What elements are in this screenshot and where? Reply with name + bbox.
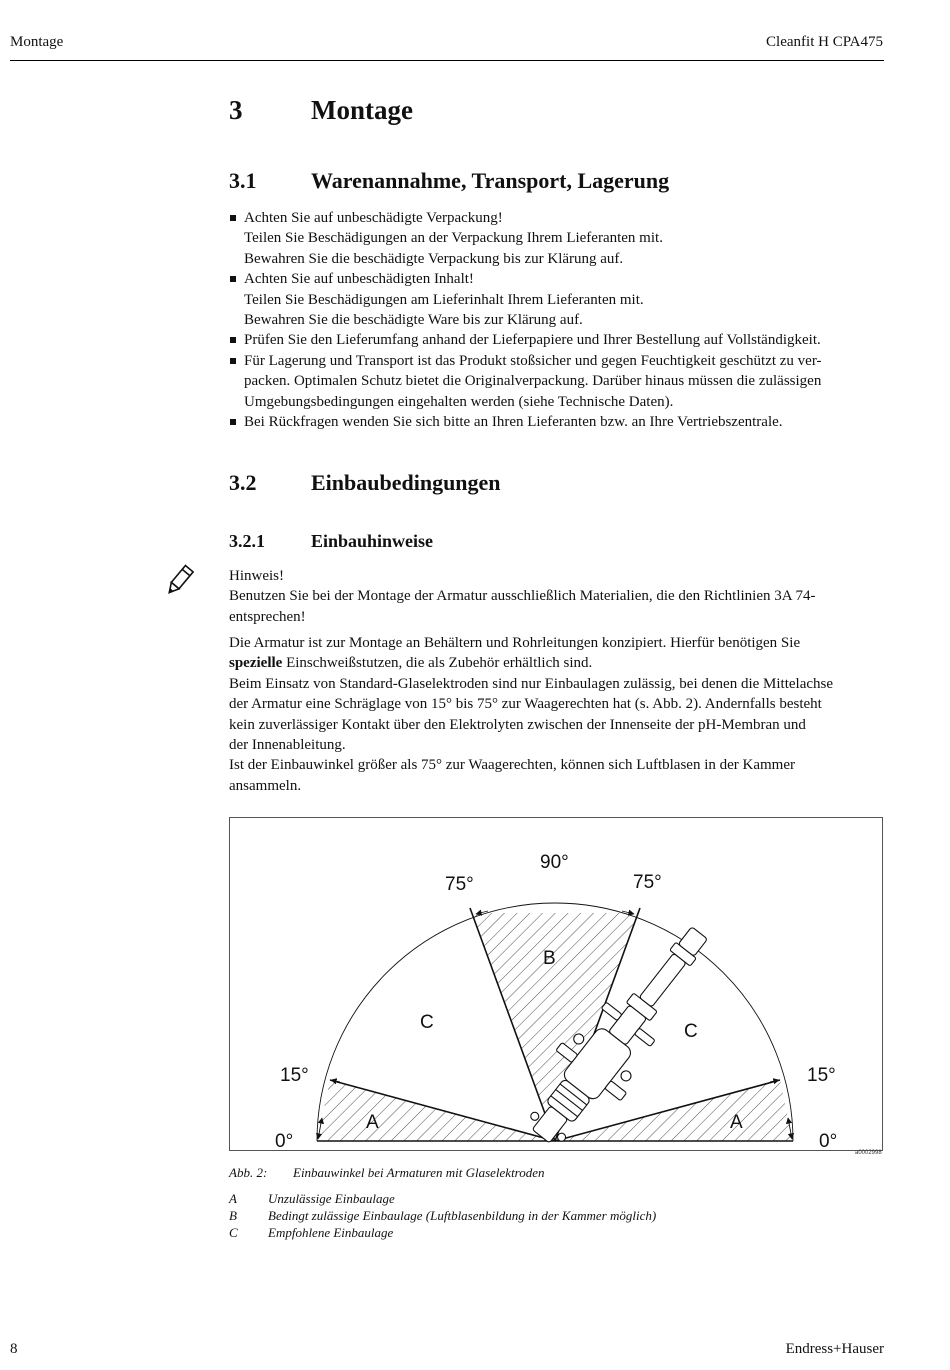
body-paragraph: Die Armatur ist zur Montage an Behältern und Rohrleitungen konzipiert. Hierfür benötigen Sie spezielle Einschweißstutzen, die als Zubehör erhältlich sind. Beim Einsatz von Standard-Glaselektroden sind nur Einbaulagen zulässig, bei denen die Mittelachse der Armatur eine Schräglage von 15° bis 75° zur Waagerechten hat (s. Abb. 2). Andernfalls besteht kein zuverlässiger Kontakt über den Elektrolyten zwischen der Innenseite der pH-Membran und der Innenableitung. Ist der Einbauwinkel größer als 75° zur Waagerechten, können sich Luftblasen in der Kammer ansammeln. xyxy=(229,635,833,794)
label-15-right: 15° xyxy=(807,1065,836,1086)
chapter-number: 3 xyxy=(229,95,243,125)
section-heading-3-1 xyxy=(229,168,669,194)
label-90: 90° xyxy=(540,852,569,873)
note-line: Benutzen Sie bei der Montage der Armatur ausschließlich Materialien, die den Richtlinien 3A 74- xyxy=(229,588,816,605)
bullet-item: Achten Sie auf unbeschädigte Verpackung! Teilen Sie Beschädigungen an der Verpackung Ihrem Lieferanten mit. Bewahren Sie die beschädigte Verpackung bis zur Klärung auf. xyxy=(229,208,889,269)
installation-angle-diagram xyxy=(230,818,882,1150)
section-title: Einbaubedingungen xyxy=(311,470,501,495)
subsection-number: 3.2.1 xyxy=(229,531,265,551)
chapter-title: Montage xyxy=(311,95,413,125)
label-15-left: 15° xyxy=(280,1065,309,1086)
page-number: 8 xyxy=(10,1341,18,1357)
note-block xyxy=(229,566,889,627)
subsection-title: Einbauhinweise xyxy=(311,531,434,551)
legend-key: C xyxy=(229,1225,238,1240)
bullet-icon xyxy=(230,276,236,282)
pencil-note-icon xyxy=(162,564,196,598)
running-header-left: Montage xyxy=(10,34,64,50)
legend-text: Empfohlene Einbaulage xyxy=(268,1225,394,1240)
figure-frame xyxy=(229,817,883,1151)
bullet-icon xyxy=(230,419,236,425)
label-75-left: 75° xyxy=(445,874,474,895)
note-line: entsprechen! xyxy=(229,608,306,625)
zone-label-b: B xyxy=(543,948,556,969)
figure-caption-text: Einbauwinkel bei Armaturen mit Glaselektroden xyxy=(293,1165,545,1180)
legend-text: Unzulässige Einbaulage xyxy=(268,1191,395,1206)
section-number: 3.2 xyxy=(229,470,257,495)
label-0-right: 0° xyxy=(819,1131,838,1150)
emphasis: spezielle xyxy=(229,655,283,672)
header-rule xyxy=(10,60,884,61)
legend-key: B xyxy=(229,1208,237,1223)
bullet-item: Prüfen Sie den Lieferumfang anhand der Lieferpapiere und Ihrer Bestellung auf Vollständigkeit. xyxy=(229,330,889,350)
legend-text: Bedingt zulässige Einbaulage (Luftblasenbildung in der Kammer möglich) xyxy=(268,1208,657,1223)
running-header-right: Cleanfit H CPA475 xyxy=(766,34,883,50)
footer-brand: Endress+Hauser xyxy=(785,1341,884,1357)
figure-caption-number: Abb. 2: xyxy=(229,1165,268,1180)
legend-key: A xyxy=(229,1191,237,1206)
bullet-icon xyxy=(230,215,236,221)
bullet-list xyxy=(229,208,889,432)
section-heading-3-2 xyxy=(229,470,501,496)
chapter-heading xyxy=(229,95,413,126)
zone-label-a-left: A xyxy=(366,1112,379,1133)
bullet-icon xyxy=(230,358,236,364)
zone-label-c-right: C xyxy=(684,1021,698,1042)
bullet-item: Für Lagerung und Transport ist das Produkt stoßsicher und gegen Feuchtigkeit geschützt zu ver- packen. Optimalen Schutz bietet die Originalverpackung. Darüber hinaus müssen die zulässigen Umgebungsbedingungen eingehalten werden (siehe Technische Daten). xyxy=(229,351,889,412)
subsection-heading-3-2-1 xyxy=(229,531,433,552)
bullet-item: Bei Rückfragen wenden Sie sich bitte an Ihren Lieferanten bzw. an Ihre Vertriebszentrale. xyxy=(229,412,889,432)
bullet-item: Achten Sie auf unbeschädigten Inhalt! Teilen Sie Beschädigungen am Lieferinhalt Ihrem Lieferanten mit. Bewahren Sie die beschädigte Ware bis zur Klärung auf. xyxy=(229,269,889,330)
zone-label-c-left: C xyxy=(420,1012,434,1033)
bullet-icon xyxy=(230,337,236,343)
zone-label-a-right: A xyxy=(730,1112,743,1133)
section-title: Warenannahme, Transport, Lagerung xyxy=(311,168,670,193)
label-0-left: 0° xyxy=(275,1131,294,1150)
figure-id: a0002998 xyxy=(855,1150,882,1156)
note-title: Hinweis! xyxy=(229,568,284,584)
section-number: 3.1 xyxy=(229,168,257,193)
label-75-right: 75° xyxy=(633,872,662,893)
